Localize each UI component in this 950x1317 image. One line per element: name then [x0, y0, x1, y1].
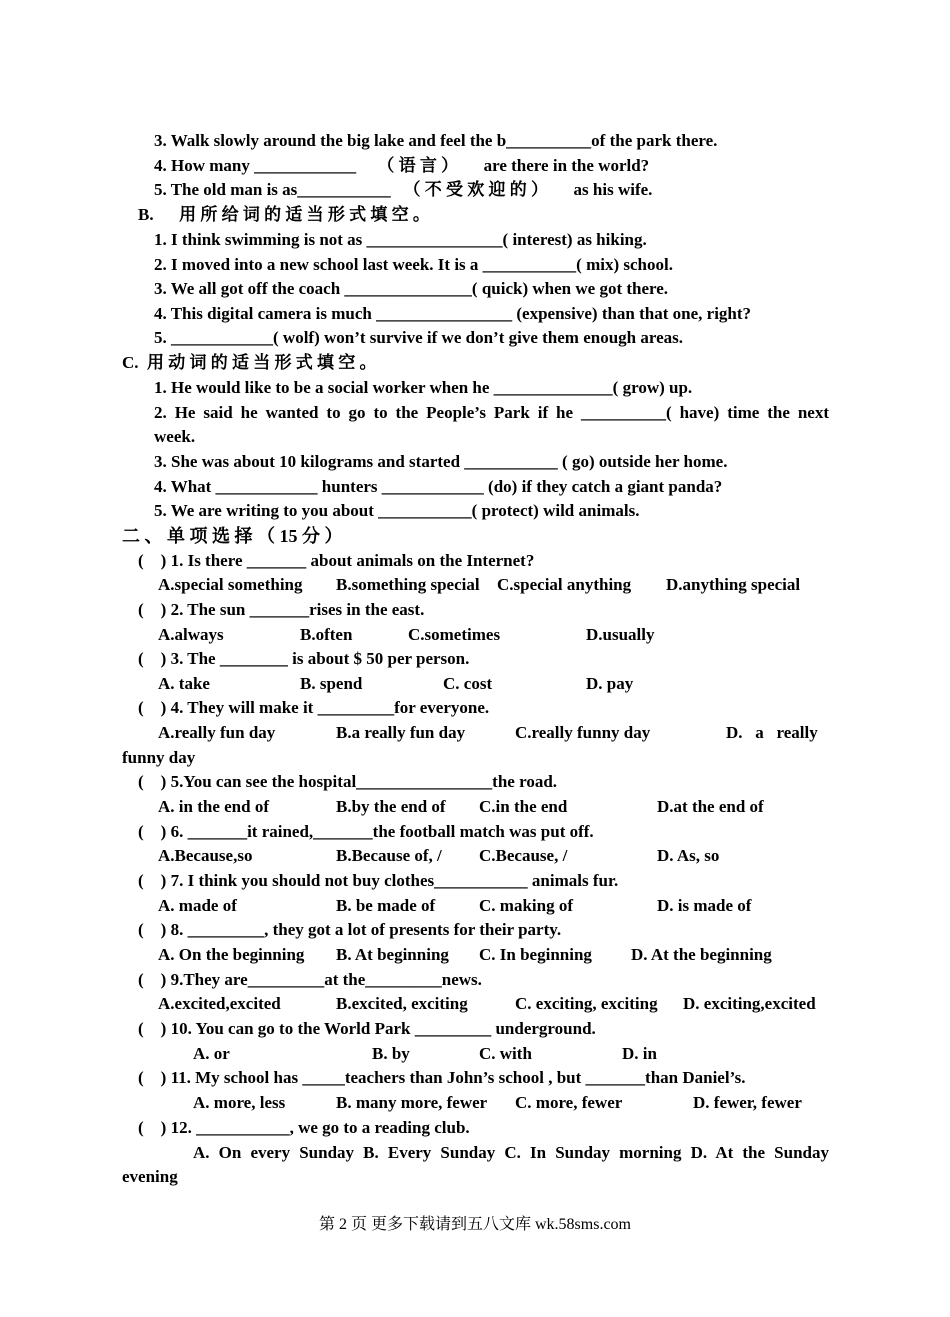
- option-a: A.excited,excited: [158, 994, 281, 1013]
- question-7-stem: ( ) 7. I think you should not buy clothes___________ animals fur.: [138, 871, 619, 890]
- option-b: B.a really fun day: [336, 723, 466, 742]
- option-c: C.sometimes: [408, 625, 501, 644]
- question-1-stem: ( ) 1. Is there _______ about animals on the Internet?: [138, 551, 535, 570]
- question-3-stem: ( ) 3. The ________ is about $ 50 per person.: [138, 649, 470, 668]
- option-c: C.really funny day: [515, 723, 651, 742]
- option-d: D.usually: [586, 625, 655, 644]
- section-b-item-4: 4. This digital camera is much ________________ (expensive) than that one, right?: [154, 304, 752, 323]
- question-5-stem: ( ) 5.You can see the hospital________________the road.: [138, 772, 558, 791]
- option-c: C. exciting, exciting: [515, 994, 658, 1013]
- option-c: C. making of: [479, 896, 573, 915]
- option-a: A. in the end of: [158, 797, 269, 816]
- option-b: B. be made of: [336, 896, 436, 915]
- option-d: D. pay: [586, 674, 634, 693]
- option-b: B. spend: [300, 674, 363, 693]
- option-c: C. cost: [443, 674, 493, 693]
- question-6-stem: ( ) 6. _______it rained,_______the football match was put off.: [138, 822, 594, 841]
- option-a: A.always: [158, 625, 224, 644]
- section-c-item-3: 3. She was about 10 kilograms and started ___________ ( go) outside her home.: [154, 452, 728, 471]
- fill-word-line-3: 3. Walk slowly around the big lake and feel the b__________of the park there.: [154, 131, 718, 150]
- question-2-stem: ( ) 2. The sun _______rises in the east.: [138, 600, 425, 619]
- question-12-stem: ( ) 12. ___________, we go to a reading club.: [138, 1118, 470, 1137]
- section-c-item-2-wrap: week.: [154, 427, 196, 446]
- option-c: C. In beginning: [479, 945, 592, 964]
- section-c-item-4: 4. What ____________ hunters ____________ (do) if they catch a giant panda?: [154, 477, 723, 496]
- option-c: C.Because, /: [479, 846, 568, 865]
- section-c-item-5: 5. We are writing to you about ___________( protect) wild animals.: [154, 501, 640, 520]
- option-b: B.Because of, /: [336, 846, 442, 865]
- option-a: A.really fun day: [158, 723, 276, 742]
- part-two-title: 二 、 单 项 选 择 （ 15 分 ）: [122, 526, 343, 546]
- page-footer: 第 2 页 更多下载请到五八文库 wk.58sms.com: [318, 1216, 631, 1233]
- option-b: B.something special: [336, 575, 480, 594]
- option-a: A. more, less: [193, 1093, 286, 1112]
- section-b-item-1: 1. I think swimming is not as ________________( interest) as hiking.: [154, 230, 647, 249]
- option-b: B.often: [300, 625, 353, 644]
- option-d: D. in: [622, 1044, 657, 1063]
- section-b-item-3: 3. We all got off the coach _______________( quick) when we got there.: [154, 279, 669, 298]
- option-b: B.excited, exciting: [336, 994, 468, 1013]
- option-d: D. At the beginning: [631, 945, 772, 964]
- option-a: A.special something: [158, 575, 303, 594]
- option-a: A.Because,so: [158, 846, 253, 865]
- section-b-item-2: 2. I moved into a new school last week. It is a ___________( mix) school.: [154, 255, 673, 274]
- section-c-item-1: 1. He would like to be a social worker when he ______________( grow) up.: [154, 378, 693, 397]
- option-c: C. with: [479, 1044, 532, 1063]
- question-10-stem: ( ) 10. You can go to the World Park _________ underground.: [138, 1019, 596, 1038]
- option-d: D. a really: [726, 723, 818, 742]
- option-b: B. At beginning: [336, 945, 449, 964]
- option-c: C. more, fewer: [515, 1093, 623, 1112]
- fill-word-line-4: 4. How many ____________ （ 语 言 ） are there in the world?: [154, 156, 650, 175]
- question-12-options: A. On every Sunday B. Every Sunday C. In Sunday morning D. At the Sunday: [193, 1143, 829, 1162]
- section-b-item-5: 5. ____________( wolf) won’t survive if we don’t give them enough areas.: [154, 328, 684, 347]
- question-8-stem: ( ) 8. _________, they got a lot of presents for their party.: [138, 920, 562, 939]
- option-d: D. is made of: [657, 896, 752, 915]
- fill-word-line-5: 5. The old man is as___________ （ 不 受 欢 迎 的 ） as his wife.: [154, 180, 653, 199]
- option-c: C.in the end: [479, 797, 568, 816]
- section-b-title: B. 用 所 给 词 的 适 当 形 式 填 空 。: [138, 205, 430, 224]
- option-d: D. exciting,excited: [683, 994, 816, 1013]
- option-b: B. many more, fewer: [336, 1093, 488, 1112]
- question-11-stem: ( ) 11. My school has _____teachers than John’s school , but _______than Daniel’s.: [138, 1068, 746, 1087]
- question-9-stem: ( ) 9.They are_________at the_________news.: [138, 970, 482, 989]
- option-d: D.at the end of: [657, 797, 764, 816]
- section-c-item-2: 2. He said he wanted to go to the People’s Park if he __________( have) time the next: [154, 403, 829, 422]
- option-a: A. or: [193, 1044, 230, 1063]
- option-a: A. made of: [158, 896, 237, 915]
- option-d: D.anything special: [666, 575, 801, 594]
- option-c: C.special anything: [497, 575, 632, 594]
- question-12-wrap: evening: [122, 1167, 178, 1186]
- option-a: A. take: [158, 674, 210, 693]
- question-4-stem: ( ) 4. They will make it _________for everyone.: [138, 698, 490, 717]
- section-c-title: C. 用 动 词 的 适 当 形 式 填 空 。: [122, 353, 377, 372]
- question-4-wrap: funny day: [122, 748, 196, 767]
- option-b: B.by the end of: [336, 797, 446, 816]
- option-d: D. As, so: [657, 846, 720, 865]
- option-d: D. fewer, fewer: [693, 1093, 802, 1112]
- option-b: B. by: [372, 1044, 410, 1063]
- option-a: A. On the beginning: [158, 945, 305, 964]
